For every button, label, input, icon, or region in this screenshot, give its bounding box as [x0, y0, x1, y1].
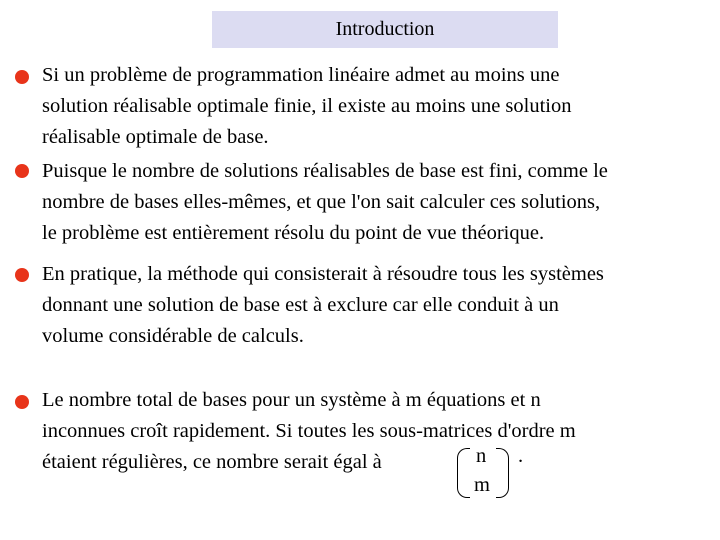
bullet-dot-icon — [15, 395, 29, 409]
trailing-period: . — [518, 445, 524, 467]
text-line: Le nombre total de bases pour un système à m équations et n — [42, 389, 541, 411]
bullet-text-4 — [42, 385, 714, 478]
text-line: volume considérable de calculs. — [42, 325, 304, 347]
right-paren-icon — [496, 448, 509, 498]
text-line: le problème est entièrement résolu du point de vue théorique. — [42, 222, 545, 244]
text-line: donnant une solution de base est à exclure car elle conduit à un — [42, 294, 559, 316]
left-paren-icon — [457, 448, 470, 498]
text-line: étaient régulières, ce nombre serait égal à — [42, 451, 382, 473]
binomial-top: n — [476, 445, 487, 467]
text-line: réalisable optimale de base. — [42, 126, 269, 148]
slide-title-text: Introduction — [335, 18, 435, 40]
text-line: En pratique, la méthode qui consisterait à résoudre tous les systèmes — [42, 263, 604, 285]
bullet-dot-icon — [15, 164, 29, 178]
bullet-dot-icon — [15, 268, 29, 282]
bullet-dot-icon — [15, 70, 29, 84]
text-line: Si un problème de programmation linéaire admet au moins une — [42, 64, 560, 86]
text-line: inconnues croît rapidement. Si toutes les sous-matrices d'ordre m — [42, 420, 576, 442]
binomial-bottom: m — [474, 474, 490, 496]
bullet-text-1 — [42, 60, 714, 153]
slide-title — [212, 11, 558, 48]
text-line: nombre de bases elles-mêmes, et que l'on sait calculer ces solutions, — [42, 191, 601, 213]
text-line: solution réalisable optimale finie, il existe au moins une solution — [42, 95, 572, 117]
bullet-text-2 — [42, 156, 714, 249]
text-line: Puisque le nombre de solutions réalisables de base est fini, comme le — [42, 160, 608, 182]
bullet-text-3 — [42, 259, 714, 352]
